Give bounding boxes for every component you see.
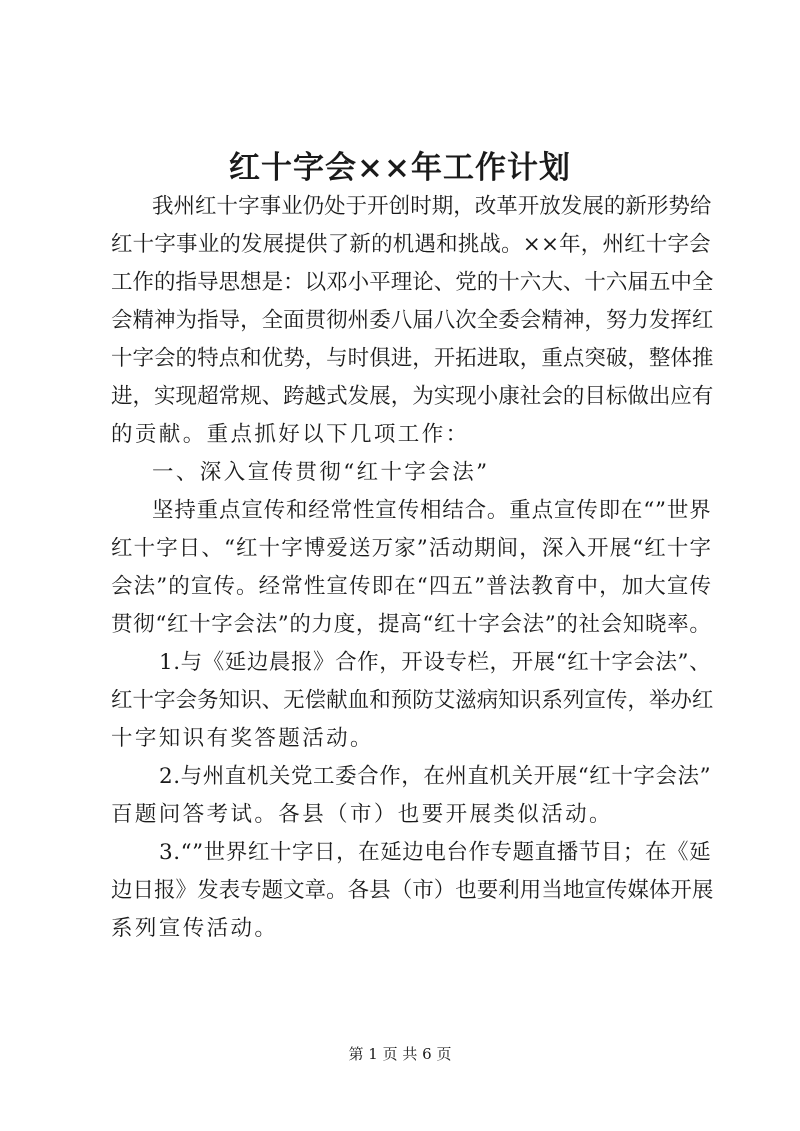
body-line: 进 ， 实 现 超 常 规 、 跨 越 式 发 展 ， 为 实 现 小 康 社 会 的 目 标 做 出 应 有 — [111, 384, 714, 409]
body-line: 百题问答考试。各县（市）也要开展类似活动。 — [111, 802, 613, 827]
body-line: 边 日 报 》 发 表 专 题 文 章 。 各 县 （ 市 ） 也 要 利 用 当 地 宣 传 媒 体 开 展 — [111, 878, 714, 903]
body-line: 的贡献。重点抓好以下几项工作： — [111, 422, 470, 447]
body-line: 1 . 与 《 延 边 晨 报 》 合 作 ， 开 设 专 栏 ， 开 展 “ 红 十 字 会 法 ” 、 — [159, 650, 711, 675]
body-line: 系列宣传活动。 — [111, 916, 279, 941]
page-footer: 第 1 页 共 6 页 — [348, 1045, 452, 1063]
body-line: 3 . “ ” 世 界 红 十 字 日 ， 在 延 边 电 台 作 专 题 直 播 节 目 ； 在 《 延 — [159, 840, 711, 865]
document-title: 红十字会××年工作计划 — [229, 150, 571, 186]
body-line: 工 作 的 指 导 思 想 是 ： 以 邓 小 平 理 论 、 党 的 十 六 大 、 十 六 届 五 中 全 — [111, 270, 714, 295]
body-line: 红 十 字 事 业 的 发 展 提 供 了 新 的 机 遇 和 挑 战 。 × × 年 ， 州 红 十 字 会 — [111, 232, 711, 257]
body-line: 贯 彻 “ 红 十 字 会 法 ” 的 力 度 ， 提 高 “ 红 十 字 会 法 ” 的 社 会 知 晓 率 。 — [111, 612, 711, 637]
body-line: 红 十 字 会 务 知 识 、 无 偿 献 血 和 预 防 艾 滋 病 知 识 系 列 宣 传 ， 举 办 红 — [111, 688, 714, 713]
body-line: 坚 持 重 点 宣 传 和 经 常 性 宣 传 相 结 合 。 重 点 宣 传 即 在 “ ” 世 界 — [152, 498, 711, 523]
body-line: 一、深入宣传贯彻“红十字会法” — [152, 460, 490, 485]
body-line: 红 十 字 日 、 “ 红 十 字 博 爱 送 万 家 ” 活 动 期 间 ， 深 入 开 展 “ 红 十 字 — [111, 536, 711, 561]
body-line: 十字知识有奖答题活动。 — [111, 726, 374, 751]
body-line: 十 字 会 的 特 点 和 优 势 ， 与 时 俱 进 ， 开 拓 进 取 ， 重 点 突 破 ， 整 体 推 — [111, 346, 714, 371]
document-body — [111, 188, 714, 948]
body-line: 会 精 神 为 指 导 ， 全 面 贯 彻 州 委 八 届 八 次 全 委 会 精 神 ， 努 力 发 挥 红 — [111, 308, 714, 333]
body-line: 2 . 与 州 直 机 关 党 工 委 合 作 ， 在 州 直 机 关 开 展 “ 红 十 字 会 法 ” — [159, 764, 711, 789]
body-line: 我 州 红 十 字 事 业 仍 处 于 开 创 时 期 ， 改 革 开 放 发 展 的 新 形 势 给 — [152, 194, 712, 219]
body-line: 会 法 ” 的 宣 传 。 经 常 性 宣 传 即 在 “ 四 五 ” 普 法 教 育 中 ， 加 大 宣 传 — [111, 574, 711, 599]
